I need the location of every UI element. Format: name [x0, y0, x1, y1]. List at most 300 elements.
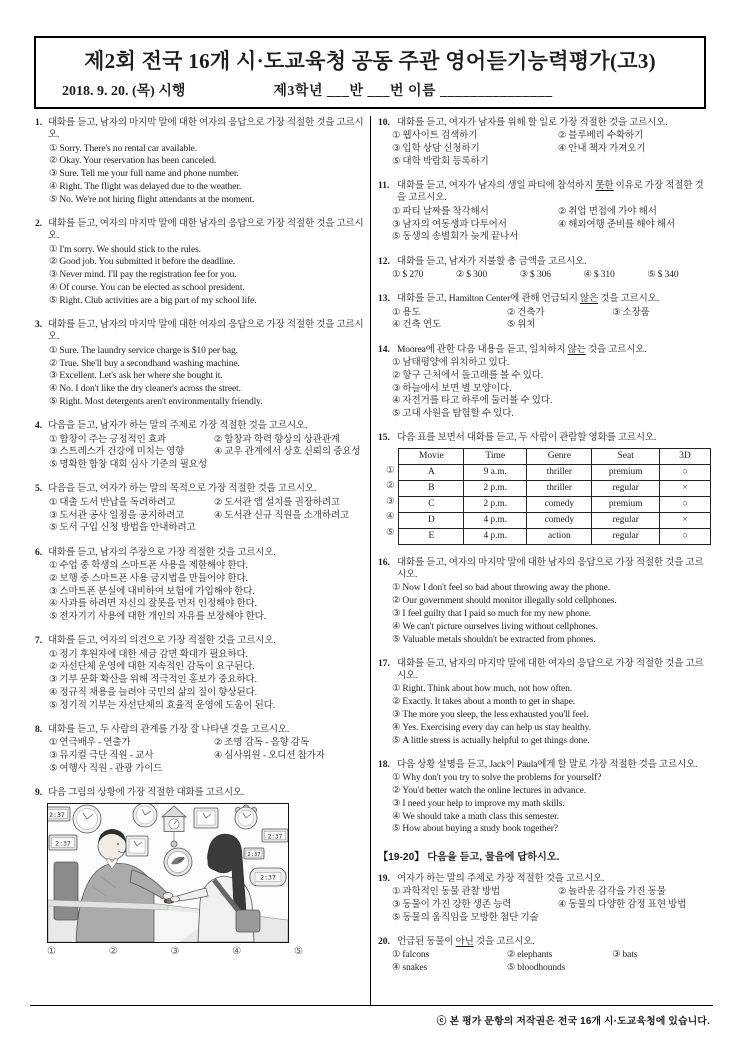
- choice: ③ Excellent. Let's ask her where she bought it.: [49, 371, 223, 382]
- choice-marker: ②: [49, 662, 58, 673]
- question-number: 12.: [378, 256, 390, 267]
- choice: ② $ 300: [455, 269, 488, 280]
- row-marker: ③: [386, 496, 395, 507]
- question-prompt: Moorea에 관한 다음 내용을 듣고, 일치하지 않는 것을 고르시오.: [397, 344, 647, 355]
- choice-marker: ①: [49, 649, 58, 660]
- choice-marker: ②: [557, 131, 567, 142]
- choice-marker: ③: [49, 447, 58, 458]
- choices: [49, 497, 366, 535]
- choice-marker: ①: [49, 738, 58, 749]
- choice-marker: ④: [392, 621, 401, 632]
- question-number: 18.: [378, 759, 390, 770]
- choice: ② 취업 면접에 가야 해서: [557, 206, 657, 217]
- question-4: [35, 420, 366, 471]
- choice: ③ bats: [612, 950, 638, 961]
- question-number: 5.: [35, 484, 43, 495]
- choice-marker: ④: [557, 219, 567, 230]
- question-number: 13.: [378, 294, 390, 305]
- question-10: [378, 117, 711, 168]
- question-prompt: 대화를 듣고, 남자의 마지막 말에 대한 여자의 응답으로 가장 적절한 것을 고르시오.: [48, 118, 364, 141]
- question-prompt: 다음 상황 설명을 듣고, Jack이 Paula에게 할 말로 가장 적절한 것을 고르시오.: [397, 759, 698, 770]
- table-cell: ○: [659, 496, 710, 512]
- choice: ① Sure. The laundry service charge is $10 per bag.: [49, 345, 238, 356]
- header-subrow: [36, 80, 704, 100]
- choice-marker: ②: [392, 370, 401, 381]
- choice-marker: ④: [49, 688, 58, 699]
- question-prompt: 대화를 듣고, Hamilton Center에 관해 언급되지 않은 것을 고르시오.: [397, 294, 659, 305]
- table-row: [399, 496, 711, 512]
- choice: ⑤ 도서 구입 신청 방법을 안내하려고: [49, 523, 196, 534]
- choice: ④ $ 310: [583, 269, 615, 280]
- table-cell: comedy: [527, 496, 592, 512]
- table-cell: C: [399, 496, 464, 512]
- choice: ① I'm sorry. We should stick to the rules.: [49, 244, 201, 255]
- choice-marker: ④: [557, 899, 567, 910]
- table-cell: action: [527, 528, 592, 544]
- choice-marker: ⑤: [49, 194, 58, 205]
- choice-marker: ②: [49, 573, 58, 584]
- choice-marker: ①: [49, 497, 58, 508]
- bottom-rule: [30, 1005, 713, 1006]
- choice-marker: ①: [49, 244, 58, 255]
- choice: ② True. She'll buy a secondhand washing machine.: [49, 358, 240, 369]
- table-cell: 2 p.m.: [464, 480, 527, 496]
- choice-marker: ③: [49, 510, 58, 521]
- choices: [49, 244, 366, 307]
- choice-marker: ③: [519, 269, 529, 280]
- choice-marker: ⑤: [647, 269, 656, 280]
- choice: ④ 정규직 채용을 늘려야 국민의 삶의 질이 향상된다.: [49, 688, 257, 699]
- question-number: 7.: [35, 636, 43, 647]
- choice-marker: ②: [213, 497, 223, 508]
- table-row: [399, 480, 711, 496]
- table-cell: D: [399, 512, 464, 528]
- choice: ① Now I don't feel so bad about throwing away the phone.: [392, 583, 611, 594]
- table-cell: 9 a.m.: [464, 464, 527, 480]
- choice-marker: ③: [49, 675, 58, 686]
- question-2: [35, 218, 366, 307]
- question-head: [378, 432, 711, 444]
- table-cell: B: [399, 480, 464, 496]
- question-head: [378, 293, 711, 305]
- choice: ⑤ Right. Most detergents aren't environmentally friendly.: [49, 396, 263, 407]
- page-title: 제2회 전국 16개 시·도교육청 공동 주관 영어듣기능력평가(고3): [84, 49, 656, 73]
- question-head: [378, 117, 711, 129]
- choice: ④ snakes: [392, 962, 428, 973]
- choice-marker: ⑤: [49, 523, 58, 534]
- left-column: [35, 117, 366, 970]
- choice: ④ Of course. You can be elected as school president.: [49, 283, 245, 294]
- table-row-markers: [386, 464, 394, 545]
- copyright-footer: ⓒ 본 평가 문항의 저작권은 전국 16개 시·도교육청에 있습니다.: [436, 1016, 710, 1027]
- question-head: [378, 344, 711, 356]
- movie-table: [398, 448, 711, 545]
- choice: ③ 동물이 가진 강한 생존 능력: [392, 899, 512, 910]
- choice-marker: ③: [392, 608, 401, 619]
- choice-marker: ②: [213, 434, 223, 445]
- question-7: [35, 635, 366, 712]
- question-head: [35, 547, 366, 559]
- row-marker: ②: [386, 481, 395, 492]
- choice-marker: ①: [392, 206, 401, 217]
- square-wall-clock-icon: [194, 808, 218, 828]
- choice-marker: ①: [392, 886, 401, 897]
- choice: ⑤ $ 340: [647, 269, 679, 280]
- digital-clock-icon: [48, 807, 70, 821]
- question-17: [378, 658, 711, 747]
- choice: ⑤ 전자기기 사용에 대한 개인의 자유를 보장해야 한다.: [49, 612, 266, 623]
- choice: ⑤ 정기적 기부는 자선단체의 효율적 운영에 도움이 된다.: [49, 700, 276, 711]
- choice: ④ We can't picture ourselves living without cellphones.: [392, 621, 598, 632]
- choice-marker: ⑤: [49, 295, 58, 306]
- question-prompt: 언급된 동물이 아닌 것을 고르시오.: [397, 936, 535, 947]
- choice-marker: ③: [392, 383, 401, 394]
- choice-marker: ②: [213, 738, 223, 749]
- choice-marker: ②: [557, 206, 567, 217]
- choices: [49, 345, 366, 408]
- question-prompt: 대화를 듣고, 여자가 남자를 위해 할 일로 가장 적절한 것을 고르시오.: [397, 118, 668, 128]
- choice-marker: ⑤: [506, 962, 516, 973]
- choice-marker: ③: [612, 307, 621, 318]
- choice: ④ 도서관 신규 직원을 소개하려고: [213, 510, 350, 521]
- choices: [392, 886, 711, 924]
- question-head: [378, 936, 711, 948]
- choice-marker: ⑤: [506, 320, 516, 331]
- choices: [392, 269, 711, 281]
- question-head: [35, 420, 366, 432]
- answer-marker: ①: [47, 945, 56, 957]
- question-number: 20.: [378, 936, 390, 947]
- exam-date: 2018. 9. 20. (목) 시행: [62, 84, 186, 99]
- choice: ② 블루베리 수확하기: [557, 131, 644, 142]
- question-18: [378, 759, 711, 836]
- choice: ① 용도: [392, 307, 421, 318]
- choices: [392, 130, 711, 168]
- choice: ⑤ bloodhounds: [506, 962, 566, 973]
- question-prompt: 대화를 듣고, 남자의 마지막 말에 대한 여자의 응답으로 가장 적절한 것을 고르시오.: [397, 658, 704, 682]
- table-row: [399, 528, 711, 544]
- question-head: [378, 557, 711, 582]
- choice: ③ I need your help to improve my math skills.: [392, 798, 565, 809]
- choice: ③ Sure. Tell me your full name and phone number.: [49, 169, 239, 180]
- svg-text:2:37: 2:37: [247, 851, 261, 858]
- question-prompt: 다음을 듣고, 여자가 하는 말의 목적으로 가장 적절한 것을 고르시오.: [48, 484, 317, 495]
- choices: [392, 357, 711, 420]
- choice: ① 남태평양에 위치하고 있다.: [392, 357, 510, 368]
- choice: ⑤ A little stress is actually helpful to get things done.: [392, 735, 590, 746]
- question-prompt: 대화를 듣고, 두 사람의 관계를 가장 잘 나타낸 것을 고르시오.: [48, 725, 290, 736]
- choice: ① 파티 날짜를 착각해서: [392, 206, 489, 217]
- question-number: 6.: [35, 547, 43, 558]
- choice: ④ Yes. Exercising every day can help us stay healthy.: [392, 722, 591, 733]
- table-cell: regular: [592, 512, 659, 528]
- svg-text:2:37: 2:37: [49, 810, 65, 819]
- clock-shop-scene-image: [48, 804, 288, 942]
- choice-marker: ④: [49, 283, 58, 294]
- column-divider: [370, 116, 371, 1005]
- answer-marker: ③: [170, 945, 180, 957]
- choice: ① 정기 후원자에 대한 세금 감면 확대가 필요하다.: [49, 649, 248, 660]
- choice-marker: ③: [392, 798, 401, 809]
- table-row: [399, 512, 711, 528]
- choice: ③ $ 306: [519, 269, 551, 280]
- choice-marker: ④: [392, 396, 401, 407]
- choices: [392, 772, 711, 835]
- question-number: 17.: [378, 658, 390, 669]
- question-prompt: 대화를 듣고, 여자의 마지막 말에 대한 남자의 응답으로 가장 적절한 것을 고르시오.: [48, 219, 364, 242]
- table-cell: E: [399, 528, 464, 544]
- choices: [49, 649, 366, 712]
- choices: [392, 582, 711, 645]
- choice: ⑤ 동물의 움직임을 모방한 첨단 기술: [392, 912, 539, 923]
- choice-marker: ②: [557, 886, 567, 897]
- choice: ③ 기부 문화 확산을 위해 적극적인 홍보가 중요하다.: [49, 675, 257, 686]
- question-20: [378, 936, 711, 974]
- choice-marker: ②: [392, 785, 401, 796]
- grade-name-line: 제3학년 ___반 ___번 이름 _______________: [273, 84, 553, 99]
- table-cell: ×: [659, 512, 710, 528]
- choices: [392, 683, 711, 746]
- ship-dial-clock-icon: [164, 848, 192, 876]
- question-number: 14.: [378, 344, 390, 355]
- choice-marker: ④: [557, 144, 567, 155]
- choice: ③ 남자의 여동생과 다투어서: [392, 219, 507, 230]
- choice-marker: ②: [49, 257, 58, 268]
- table-cell: comedy: [527, 512, 592, 528]
- question-1: [35, 117, 366, 206]
- round-wall-clock-icon: [73, 805, 101, 833]
- svg-text:2:37: 2:37: [267, 833, 283, 841]
- question-19: [378, 873, 711, 924]
- choice: ① Why don't you try to solve the problems for yourself?: [392, 773, 602, 784]
- choices: [49, 143, 366, 206]
- choice: ② 놀라운 감각을 가진 동물: [557, 886, 666, 897]
- table-cell: regular: [592, 480, 659, 496]
- choice-marker: ②: [506, 307, 516, 318]
- choice-marker: ④: [213, 447, 223, 458]
- choice-marker: ②: [392, 697, 401, 708]
- question-3: [35, 319, 366, 408]
- choice-marker: ④: [49, 384, 58, 395]
- choice: ① falcons: [392, 950, 430, 961]
- column-header: Movie: [399, 448, 464, 464]
- choice-marker: ③: [49, 270, 58, 281]
- question-number: 10.: [378, 118, 390, 128]
- question-number: 9.: [35, 788, 43, 799]
- question-head: [35, 724, 366, 736]
- table-cell: thriller: [527, 464, 592, 480]
- alarm-clock-icon: [235, 805, 257, 829]
- choice: ② 건축가: [506, 307, 545, 318]
- question-number: 11.: [378, 181, 390, 192]
- choice-marker: ①: [49, 143, 58, 154]
- choice: ② Okay. Your reservation has been canceled.: [49, 156, 217, 167]
- choice: ③ 뮤지컬 극단 직원 - 교사: [49, 751, 154, 762]
- choice-marker: ④: [583, 269, 592, 280]
- choice: ② 보행 중 스마트폰 사용 금지법을 만들어야 한다.: [49, 573, 248, 584]
- question-prompt: 대화를 듣고, 여자의 의견으로 가장 적절한 것을 고르시오.: [48, 636, 276, 647]
- choice: ① 대출 도서 반납을 독려하려고: [49, 497, 176, 508]
- table-cell: premium: [592, 496, 659, 512]
- table-cell: 4 p.m.: [464, 528, 527, 544]
- choice-marker: ①: [49, 560, 58, 571]
- choice-marker: ⑤: [392, 634, 401, 645]
- table-cell: A: [399, 464, 464, 480]
- choice-marker: ③: [392, 710, 401, 720]
- table-header-row: [399, 448, 711, 464]
- movie-table-wrap: [386, 448, 711, 545]
- row-marker: ④: [386, 512, 395, 523]
- header-box: [34, 36, 706, 109]
- question-number: 4.: [35, 421, 43, 432]
- table-cell: ○: [659, 464, 710, 480]
- svg-text:2:37: 2:37: [260, 873, 276, 882]
- digital-clock-icon: [49, 835, 77, 850]
- choice: ③ Never mind. I'll pay the registration fee for you.: [49, 270, 237, 281]
- answer-markers: [47, 946, 303, 958]
- choices: [49, 737, 366, 775]
- choice-marker: ③: [392, 144, 401, 155]
- choice-marker: ④: [392, 722, 401, 733]
- choice: ② You'd better watch the online lectures in advance.: [392, 785, 586, 796]
- question-head: [378, 180, 711, 205]
- choice: ① 합창이 주는 긍정적인 효과: [49, 434, 167, 445]
- choice: ④ 동물의 다양한 감정 표현 방법: [557, 899, 687, 910]
- choice: ⑤ 고대 사원을 탐험할 수 있다.: [392, 409, 514, 420]
- choice: ④ 교우 관계에서 상호 신뢰의 중요성: [213, 447, 361, 458]
- choice-marker: ⑤: [392, 232, 401, 243]
- column-header: Time: [464, 448, 527, 464]
- choice: ② elephants: [506, 950, 553, 961]
- question-number: 15.: [378, 433, 390, 444]
- choice: ⑤ 명확한 합창 대회 심사 기준의 필요성: [49, 460, 207, 471]
- choices: [49, 560, 366, 623]
- question-prompt: 여자가 하는 말의 주제로 가장 적절한 것을 고르시오.: [397, 873, 605, 884]
- question-number: 1.: [35, 118, 43, 128]
- choice-marker: ①: [392, 583, 401, 594]
- choice: ③ 도서관 공사 일정을 공지하려고: [49, 510, 185, 521]
- choice-marker: ①: [49, 434, 58, 445]
- choice-marker: ④: [49, 181, 58, 192]
- question-number: 16.: [378, 557, 390, 568]
- choice: ② 합창과 학력 향상의 상관관계: [213, 434, 340, 445]
- round-wall-clock-icon: [133, 804, 157, 827]
- question-prompt: 대화를 듣고, 남자의 마지막 말에 대한 여자의 응답으로 가장 적절한 것을 고르시오.: [48, 320, 364, 343]
- choice: ② 도서관 앱 설치를 권장하려고: [213, 497, 340, 508]
- choice-marker: ③: [49, 586, 58, 597]
- question-15: [378, 432, 711, 544]
- choice: ③ 스마트폰 분실에 대비하여 보험에 가입해야 한다.: [49, 586, 255, 597]
- choice-marker: ②: [506, 950, 516, 961]
- table-cell: thriller: [527, 480, 592, 496]
- choice: ① 수업 중 학생의 스마트폰 사용을 제한해야 한다.: [49, 560, 248, 571]
- choice: ① Right. Think about how much, not how often.: [392, 684, 573, 695]
- question-12: [378, 256, 711, 282]
- choice-marker: ⑤: [49, 612, 58, 623]
- question-prompt: 다음을 듣고, 남자가 하는 말의 주제로 가장 적절한 것을 고르시오.: [48, 421, 308, 432]
- right-column: [378, 117, 711, 986]
- choice-marker: ⑤: [392, 824, 401, 835]
- choice-marker: ③: [49, 169, 58, 180]
- choice-marker: ①: [392, 950, 401, 961]
- choices: [49, 434, 366, 472]
- choice: ② Exactly. It takes about a month to get in shape.: [392, 697, 576, 708]
- choice: ② 조명 감독 - 음향 감독: [213, 738, 310, 749]
- column-header: Genre: [527, 448, 592, 464]
- choice-marker: ①: [392, 684, 401, 695]
- choice-marker: ①: [392, 307, 401, 318]
- choice-marker: ⑤: [392, 409, 401, 420]
- choice-marker: ⑤: [49, 700, 58, 711]
- choice-marker: ①: [392, 773, 401, 784]
- choice-marker: ②: [392, 596, 401, 607]
- choice: ① 웹사이트 검색하기: [392, 131, 478, 142]
- column-header: 3D: [659, 448, 710, 464]
- choice-marker: ④: [392, 962, 401, 973]
- choice-marker: ⑤: [392, 912, 401, 923]
- answer-marker: ⑤: [294, 945, 303, 957]
- choice: ⑤ No. We're not hiring flight attendants at the moment.: [49, 194, 255, 205]
- choice: ③ I feel guilty that I paid so much for my new phone.: [392, 608, 591, 619]
- question-prompt: 대화를 듣고, 남자가 지불할 총 금액을 고르시오.: [397, 256, 587, 267]
- shoulder-bag: [236, 910, 260, 932]
- question-head: [378, 873, 711, 885]
- table-cell: ○: [659, 528, 710, 544]
- table-cell: ×: [659, 480, 710, 496]
- choice-marker: ①: [392, 357, 401, 368]
- choice: ⑤ 위치: [506, 320, 536, 331]
- question-head: [35, 787, 366, 799]
- question-head: [35, 483, 366, 495]
- choice-marker: ⑤: [49, 396, 58, 407]
- question-head: [378, 658, 711, 683]
- desk-digital-clock-icon: [250, 868, 286, 886]
- question-prompt: 다음 표를 보면서 대화를 듣고, 두 사람이 관람할 영화를 고르시오.: [397, 433, 657, 444]
- question-head: [35, 635, 366, 647]
- choice: ⑤ Right. Club activities are a big part of my school life.: [49, 295, 257, 306]
- section-header-19-20: 【19-20】 다음을 듣고, 물음에 답하시오.: [378, 851, 560, 863]
- choice-marker: ①: [49, 345, 58, 356]
- choice: ③ 소장품: [612, 307, 650, 318]
- table-cell: regular: [592, 528, 659, 544]
- question-9: [35, 787, 366, 958]
- choice: ④ 자전거를 타고 하루에 둘러볼 수 있다.: [392, 396, 553, 407]
- choice-marker: ①: [392, 269, 401, 280]
- table-cell: premium: [592, 464, 659, 480]
- choice: ④ Right. The flight was delayed due to the weather.: [49, 181, 242, 192]
- table-row: [399, 464, 711, 480]
- question-head: [35, 319, 366, 344]
- question-prompt: 대화를 듣고, 남자의 주장으로 가장 적절한 것을 고르시오.: [48, 547, 276, 558]
- choice: ② Good job. You submitted it before the deadline.: [49, 257, 236, 268]
- question-number: 8.: [35, 725, 43, 736]
- question-prompt: 대화를 듣고, 여자의 마지막 말에 대한 남자의 응답으로 가장 적절한 것을 고르시오.: [397, 557, 704, 581]
- choices: [392, 307, 711, 332]
- question-head: [378, 759, 711, 771]
- choice: ④ We should take a math class this semester.: [392, 811, 559, 822]
- question-prompt: 대화를 듣고, 여자가 남자의 생일 파티에 참석하지 못한 이유로 가장 적절한 것을 고르시오.: [397, 181, 704, 204]
- choice: ② 항구 근처에서 돌고래를 볼 수 있다.: [392, 370, 544, 381]
- question-14: [378, 344, 711, 421]
- choice-marker: ④: [392, 811, 401, 822]
- question-6: [35, 547, 366, 624]
- choice: ④ 해외여행 준비를 해야 해서: [557, 219, 675, 230]
- question-head: [378, 256, 711, 268]
- question-16: [378, 557, 711, 646]
- choice: ⑤ 동생의 송별회가 늦게 끝나서: [392, 232, 519, 243]
- choice-marker: ④: [392, 320, 401, 331]
- choice: ② Our government should monitor illegally sold cellphones.: [392, 596, 617, 607]
